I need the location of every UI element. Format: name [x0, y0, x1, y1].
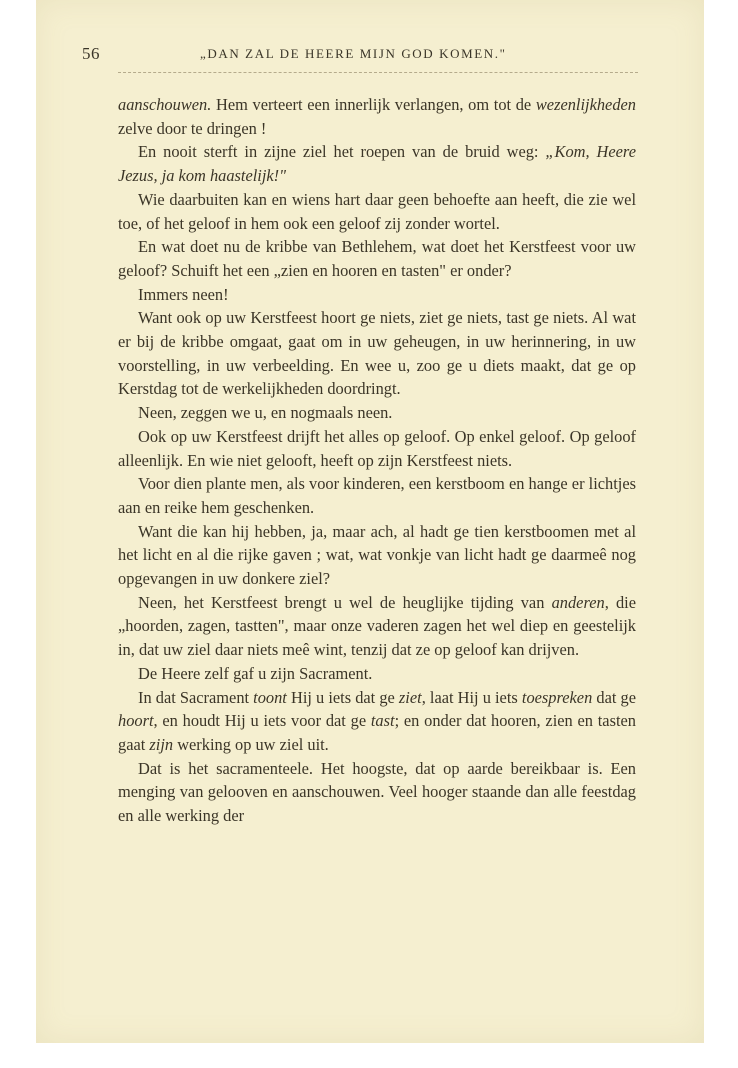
- paragraph: [118, 757, 636, 828]
- text-segment: , laat Hij u iets: [421, 687, 522, 707]
- paragraph: [118, 93, 636, 140]
- text-segment: In dat Sacrament: [138, 687, 254, 707]
- header-rule: [118, 72, 638, 73]
- text-segment: , die „hoorden, zagen, tastten", maar onze vaderen zagen het wel diep en geestelijk in, dat uw ziel daar niets meê wint, tenzij dat ze op geloof kan drijven.: [118, 592, 636, 660]
- text-segment: Hij u iets dat ge: [286, 687, 399, 707]
- paragraph: [118, 235, 636, 282]
- text-segment: Dat is het sacramenteele. Het hoogste, dat op aarde bereikbaar is. Een menging van gelooven en aanschouwen. Veel hooger staande dan alle feestdag en alle werking der: [118, 758, 636, 826]
- text-segment: Hem verteert een innerlijk verlangen, om tot de: [211, 95, 536, 114]
- page-number: 56: [82, 44, 100, 63]
- italic-text: ziet: [398, 687, 422, 707]
- italic-text: anderen: [551, 592, 605, 612]
- text-segment: dat ge: [592, 687, 636, 707]
- text-segment: Neen, het Kerstfeest brengt u wel de heuglijke tijding van: [138, 592, 552, 612]
- paragraph: [118, 425, 636, 472]
- text-segment: Immers neen!: [138, 284, 229, 304]
- text-segment: Neen, zeggen we u, en nogmaals neen.: [138, 403, 393, 423]
- paragraph: [118, 401, 636, 425]
- italic-text: zijn: [149, 734, 174, 754]
- paragraph: [118, 686, 636, 757]
- paragraph: [118, 662, 636, 686]
- text-segment: werking op uw ziel uit.: [173, 734, 329, 754]
- italic-text: toont: [253, 687, 287, 707]
- text-segment: Want ook op uw Kerstfeest hoort ge niets, ziet ge niets, tast ge niets. Al wat er bij de kribbe omgaat, gaat om in uw geheugen, in uw herinnering, in uw voorstelling, in uw verbeelding. En wee u, zoo ge u diets maakt, dat ge op Kerstdag tot de werkelijkheden doordringt.: [118, 308, 636, 399]
- italic-text: „Kom, Heere Jezus, ja kom haastelijk!": [118, 142, 636, 186]
- text-segment: De Heere zelf gaf u zijn Sacrament.: [138, 663, 373, 683]
- paragraph: [118, 306, 636, 401]
- paragraph: [118, 591, 636, 662]
- paragraph: [118, 188, 636, 235]
- italic-text: hoort: [118, 711, 154, 731]
- text-segment: En wat doet nu de kribbe van Bethlehem, wat doet het Kerstfeest voor uw geloof? Schuift het een „zien en hooren en tasten" er onder?: [118, 237, 636, 280]
- paragraph: [118, 283, 636, 307]
- body-text: [118, 93, 636, 828]
- text-segment: , en houdt Hij u iets voor dat ge: [153, 711, 371, 731]
- italic-text: tast: [370, 711, 395, 731]
- italic-text: aanschouwen.: [118, 95, 212, 114]
- page-header: [82, 44, 642, 68]
- text-segment: zelve door te dringen !: [118, 118, 267, 138]
- text-segment: Want die kan hij hebben, ja, maar ach, al hadt ge tien kerstboomen met al het licht en al die rijke gaven ; wat, wat vonkje van licht hadt ge daarmeê nog opgevangen in uw donkere ziel?: [118, 521, 636, 589]
- paragraph: [118, 520, 636, 591]
- running-title: „DAN ZAL DE HEERE MIJN GOD KOMEN.": [200, 46, 507, 61]
- paragraph: [118, 472, 636, 519]
- text-segment: Wie daarbuiten kan en wiens hart daar geen behoefte aan heeft, die zie wel toe, of het geloof in hem ook een geloof zij zonder wortel.: [118, 189, 636, 233]
- paragraph: [118, 140, 636, 187]
- text-segment: En nooit sterft in zijne ziel het roepen van de bruid weg:: [138, 142, 546, 162]
- italic-text: toespreken: [521, 687, 593, 707]
- text-segment: Ook op uw Kerstfeest drijft het alles op geloof. Op enkel geloof. Op geloof alleenlijk. En wie niet gelooft, heeft op zijn Kerstfeest niets.: [118, 426, 636, 470]
- text-segment: Voor dien plante men, als voor kinderen, een kerstboom en hange er lichtjes aan en reike hem geschenken.: [118, 474, 636, 517]
- text-segment: ; en onder dat hooren, zien en tasten gaat: [118, 711, 636, 754]
- italic-text: wezenlijkheden: [535, 95, 636, 114]
